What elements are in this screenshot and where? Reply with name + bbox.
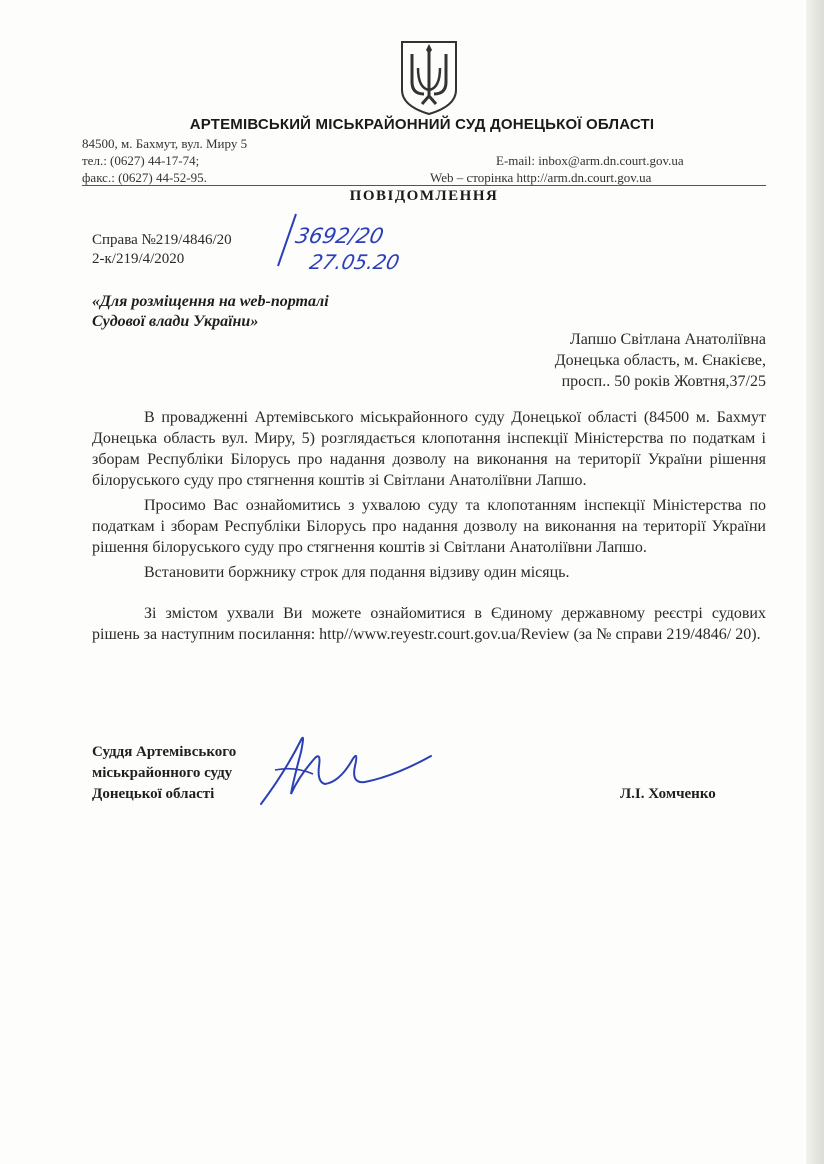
- portal-note-line1: «Для розміщення на web-порталі: [92, 293, 329, 310]
- addressee-name: Лапшо Світлана Анатоліївна: [569, 331, 766, 348]
- signer-title-line3: Донецької області: [92, 786, 215, 802]
- court-address: 84500, м. Бахмут, вул. Миру 5: [82, 136, 248, 151]
- judge-name: Л.І. Хомченко: [620, 786, 716, 802]
- court-phone: тел.: (0627) 44-17-74;: [82, 153, 200, 168]
- body-paragraph-4: Зі змістом ухвали Ви можете ознайомитися в Єдиному державному реєстрі судових рішень за наступним посилання: http//www.reyestr.court.gov.ua/Review (за № справи 219/4846/ 20).: [92, 605, 766, 643]
- case-number: Справа №219/4846/20: [92, 232, 232, 248]
- signer-title-line2: міськрайонного суду: [92, 765, 233, 781]
- portal-note-line2: Судової влади України»: [92, 313, 259, 330]
- notice-title: ПОВІДОМЛЕННЯ: [349, 188, 499, 204]
- body-paragraph-2: Просимо Вас ознайомитись з ухвалою суду та клопотанням інспекції Міністерства по податкам і зборам Республіки Білорусь про надання дозволу на виконання на території України рішення білоруського суду про стягнення коштів зі Світлани Анатоліївни Лапшо.: [92, 497, 766, 556]
- addressee-street: просп.. 50 років Жовтня,37/25: [561, 373, 766, 390]
- court-email: E-mail: inbox@arm.dn.court.gov.ua: [496, 153, 684, 168]
- trident-coat-of-arms-icon: [398, 38, 460, 116]
- proceeding-number: 2-к/219/4/2020: [92, 251, 185, 267]
- addressee-region: Донецька область, м. Єнакієве,: [554, 352, 766, 369]
- paper-edge-shadow: [806, 0, 824, 1164]
- court-web: Web – сторінка http://arm.dn.court.gov.ua: [430, 170, 652, 185]
- handwritten-date: 27.05.20: [307, 250, 402, 274]
- body-paragraph-3: Встановити боржнику строк для подання відзиву один місяць.: [144, 564, 570, 581]
- body-paragraph-1: В провадженні Артемівського міськрайонного суду Донецької області (84500 м. Бахмут Донецька область вул. Миру, 5) розглядається клопотання інспекції Міністерства по податкам і зборам Республіки Білорусь про надання дозволу на виконання на території України рішення білоруського суду про стягнення коштів зі Світлани Анатоліївни Лапшо.: [92, 409, 766, 489]
- court-fax: факс.: (0627) 44-52-95.: [82, 170, 207, 185]
- court-name: АРТЕМІВСЬКИЙ МІСЬКРАЙОННИЙ СУД ДОНЕЦЬКОЇ ОБЛАСТІ: [189, 116, 655, 133]
- header-divider: [82, 185, 766, 186]
- notice-body: [92, 407, 766, 645]
- handwritten-signature-icon: [255, 722, 435, 812]
- signer-title-line1: Суддя Артемівського: [92, 744, 237, 760]
- handwritten-registration-number: 3692/20: [293, 224, 386, 248]
